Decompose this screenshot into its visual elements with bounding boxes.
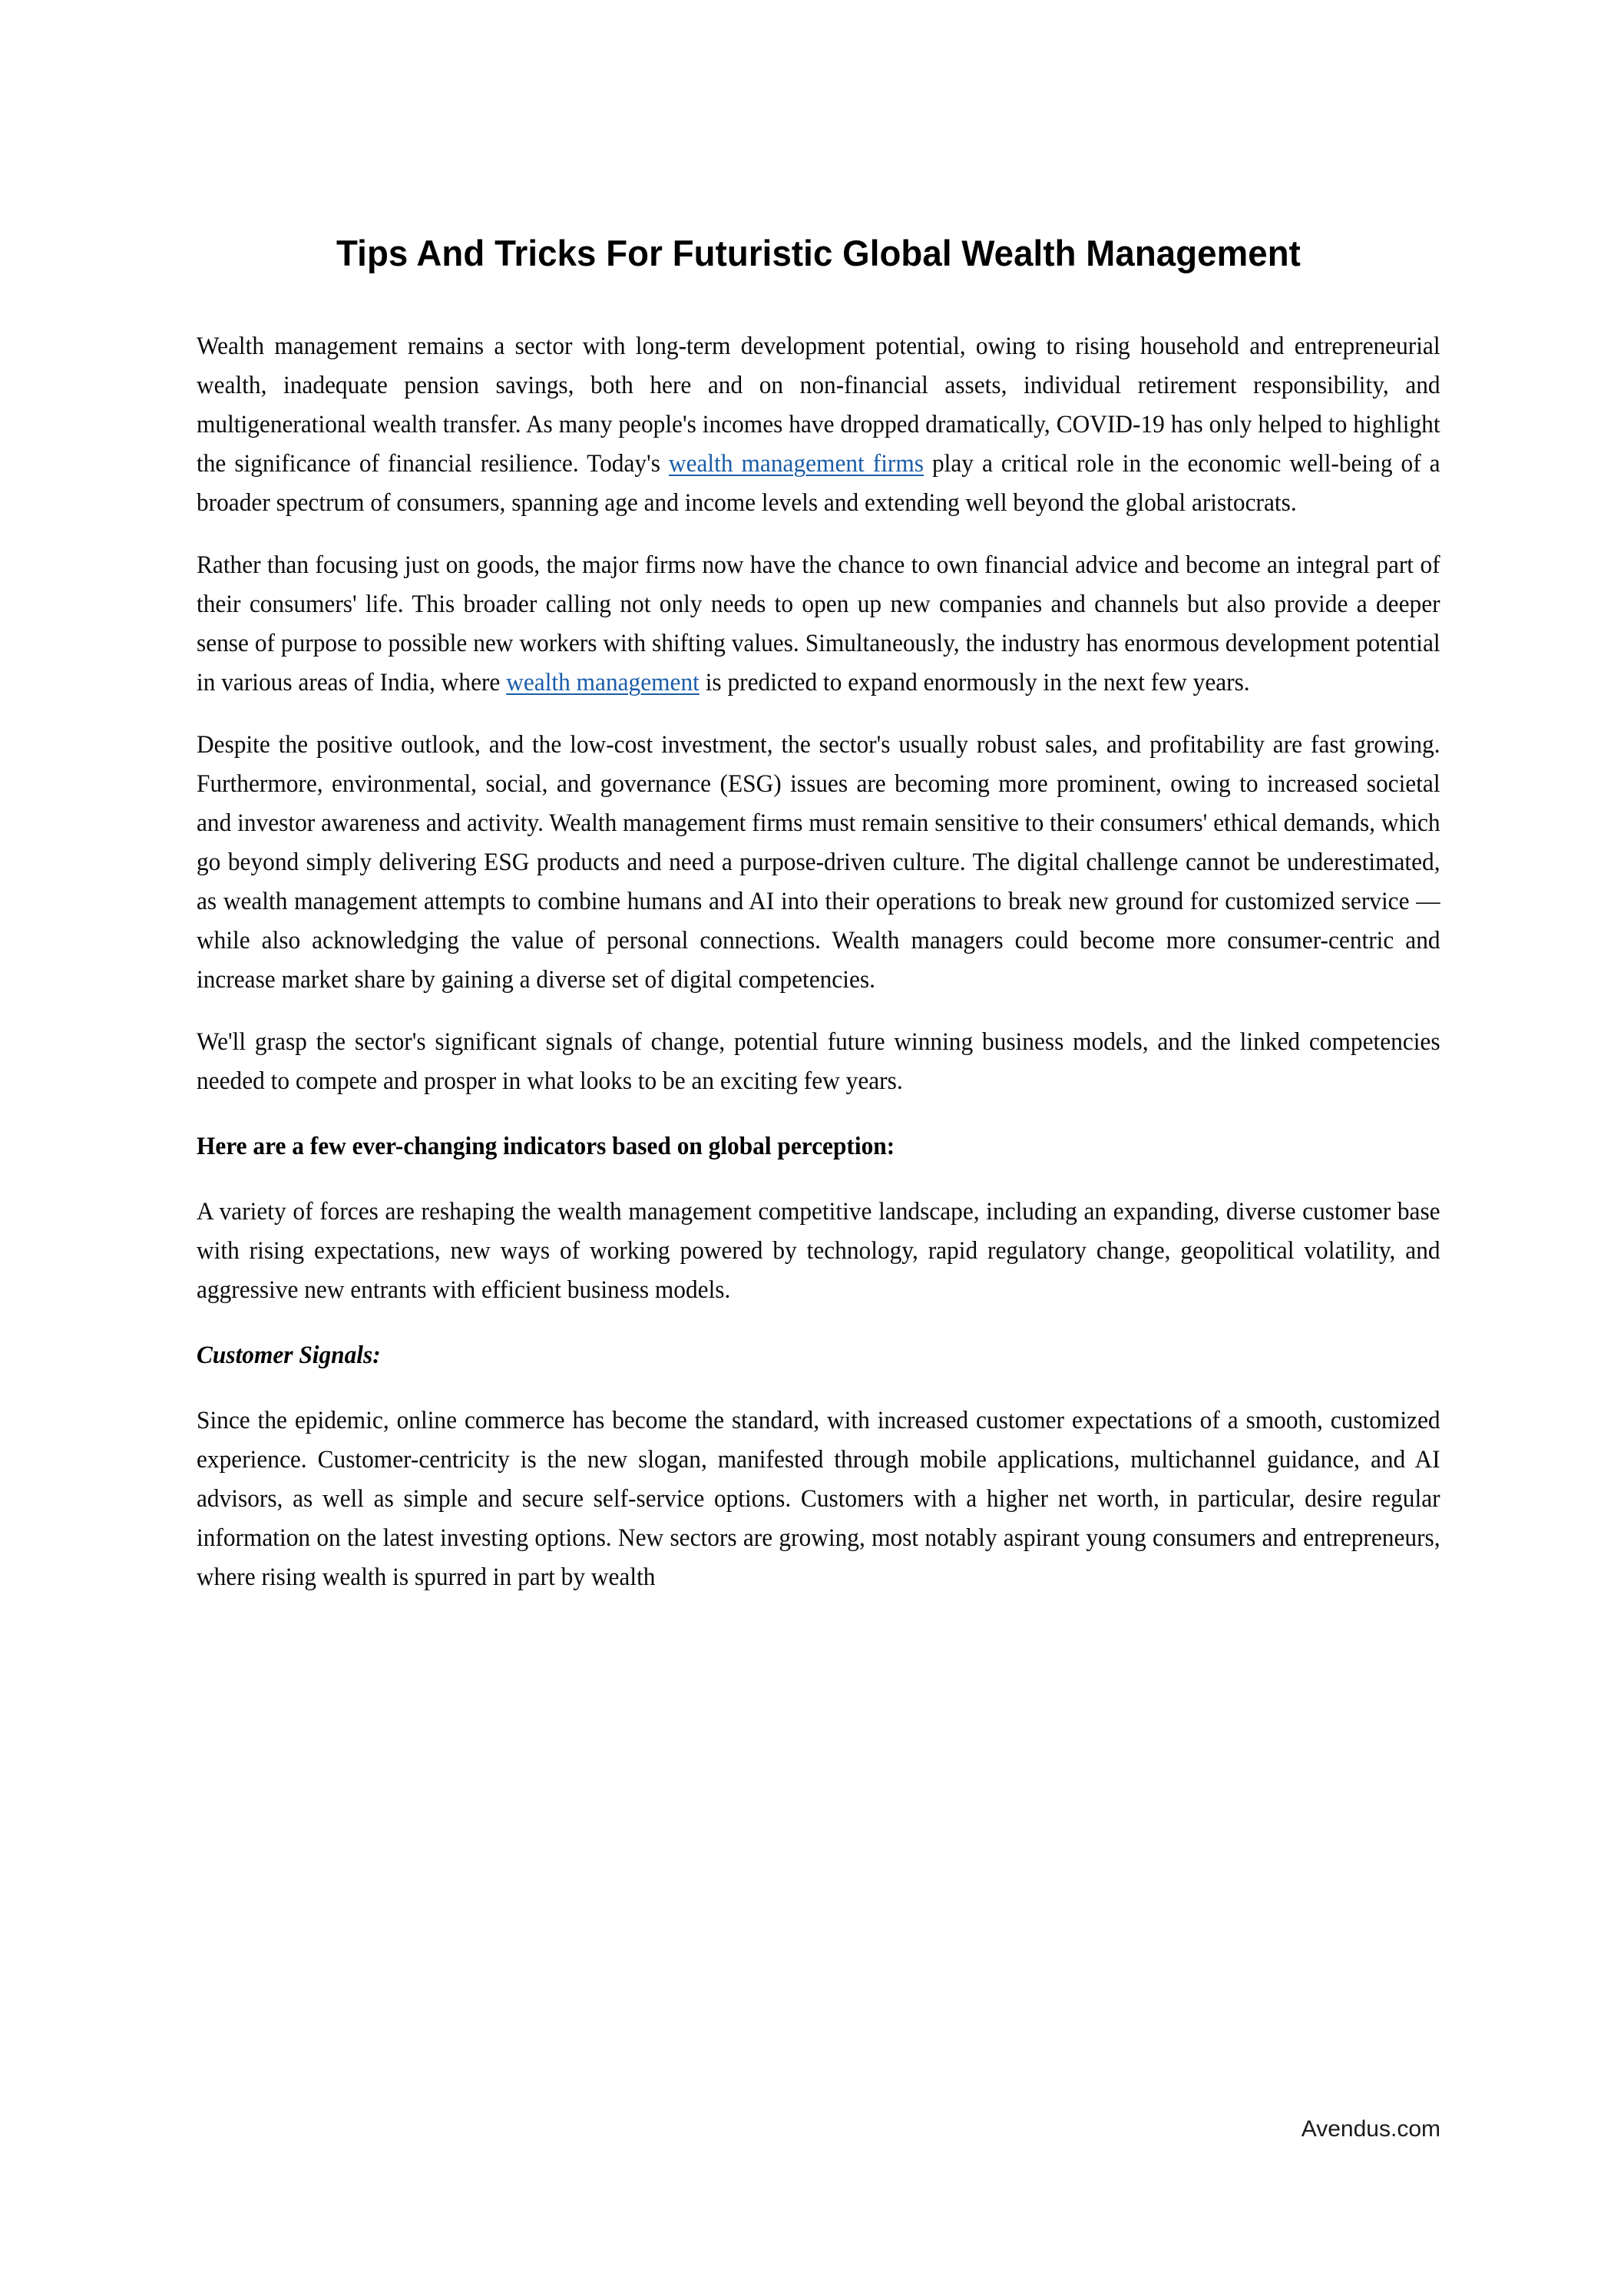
spacer-after-title — [197, 276, 1440, 327]
paragraph-4: We'll grasp the sector's significant signals of change, potential future winning business models, and the linked competencies needed to compete and prosper in what looks to be an exciting few years. — [197, 1028, 1440, 1096]
page-title: Tips And Tricks For Futuristic Global Wealth Management — [336, 233, 1301, 273]
spacer-2 — [197, 703, 1440, 726]
spacer-1 — [197, 523, 1440, 546]
paragraph-2-text-after-link: is predicted to expand enormously in the next few years. — [699, 669, 1250, 697]
section-heading-indicators: Here are a few ever-changing indicators based on global perception: — [197, 1133, 895, 1161]
document-content — [197, 230, 1440, 1597]
paragraph-2 — [197, 546, 1440, 703]
paragraph-1-text-after-link: play a critical role in the economic well-being of a broader spectrum of consumers, spanning age and income levels and extending well beyond the global aristocrats. — [197, 450, 1440, 518]
paragraph-6: Since the epidemic, online commerce has become the standard, with increased customer expectations of a smooth, customized experience. Customer-centricity is the new slogan, manifested through mobile applications, multichannel guidance, and AI advisors, as well as simple and secure self-service options. Customers with a higher net worth, in particular, desire regular information on the latest investing options. New sectors are growing, most notably aspirant young consumers and entrepreneurs, where rising wealth is spurred in part by wealth — [197, 1407, 1440, 1592]
paragraph-2-text-before-link: Rather than focusing just on goods, the major firms now have the chance to own financial advice and become an integral part of their consumers' life. This broader calling not only needs to open up new companies and channels but also provide a deeper sense of purpose to possible new workers with shifting values. Simultaneously, the industry has enormous development potential in various areas of India, where — [197, 551, 1440, 697]
spacer-5 — [197, 1166, 1440, 1193]
paragraph-5: A variety of forces are reshaping the wealth management competitive landscape, including an expanding, diverse customer base with rising expectations, new ways of working powered by technology, rapid regulatory change, geopolitical volatility, and aggressive new entrants with efficient business models. — [197, 1198, 1440, 1305]
page-footer: Avendus.com — [1301, 2116, 1440, 2142]
section-heading-customer-signals: Customer Signals: — [197, 1342, 381, 1370]
spacer-7 — [197, 1375, 1440, 1401]
link-wealth-management[interactable]: wealth management — [506, 669, 700, 697]
paragraph-1 — [197, 327, 1440, 523]
link-wealth-management-firms[interactable]: wealth management firms — [668, 450, 924, 478]
spacer-4 — [197, 1101, 1440, 1127]
spacer-3 — [197, 1000, 1440, 1023]
paragraph-1-text-before-link: Wealth management remains a sector with long-term development potential, owing to rising household and entrepreneurial wealth, inadequate pension savings, both here and on non-financial assets, individual retirement responsibility, and multigenerational wealth transfer. As many people's incomes have dropped dramatically, COVID-19 has only helped to highlight the significance of financial resilience. Today's — [197, 332, 1440, 478]
spacer-6 — [197, 1310, 1440, 1336]
paragraph-3: Despite the positive outlook, and the low-cost investment, the sector's usually robust sales, and profitability are fast growing. Furthermore, environmental, social, and governance (ESG) issues are becoming more prominent, owing to increased societal and investor awareness and activity. Wealth management firms must remain sensitive to their consumers' ethical demands, which go beyond simply delivering ESG products and need a purpose-driven culture. The digital challenge cannot be underestimated, as wealth management attempts to combine humans and AI into their operations to break new ground for customized service — while also acknowledging the value of personal connections. Wealth managers could become more consumer-centric and increase market share by gaining a diverse set of digital competencies. — [197, 731, 1440, 994]
